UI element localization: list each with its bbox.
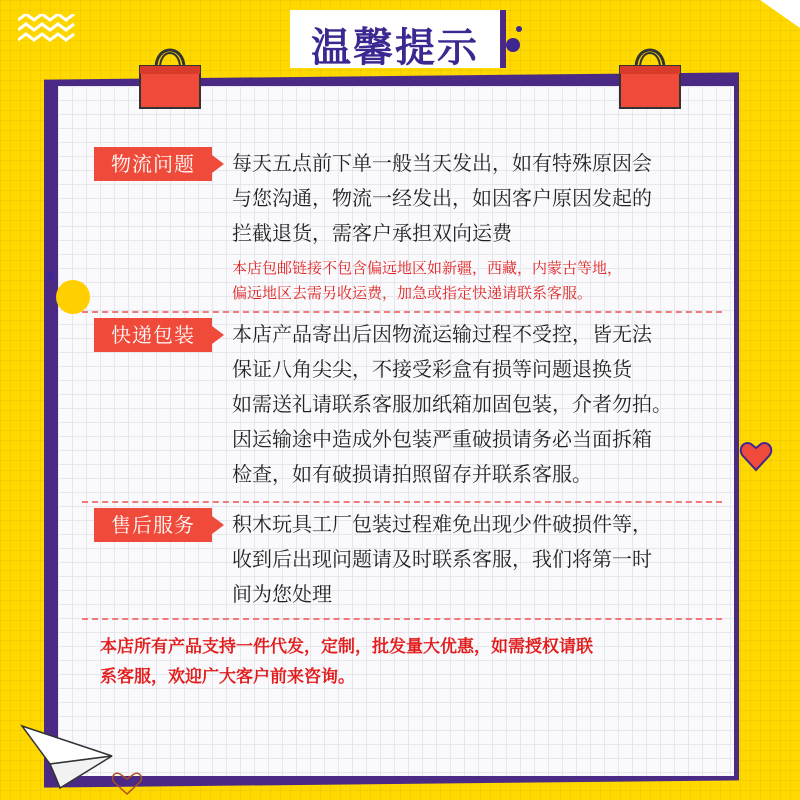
dot-decoration: [516, 26, 522, 32]
circle-decoration: [56, 280, 90, 314]
text-line: 间为您处理: [232, 582, 332, 606]
section-text-logistics: [232, 146, 732, 251]
section-label-after-sales: 售后服务: [94, 508, 212, 542]
dot-decoration: [506, 38, 520, 52]
section-divider: [82, 311, 722, 313]
title-banner: [290, 10, 500, 71]
text-line: 拦截退货，需客户承担双向运费: [232, 221, 512, 245]
text-line: 本店产品寄出后因物流运输过程不受控，皆无法: [232, 322, 652, 346]
text-line: 保证八角尖尖，不接受彩盒有损等问题退换货: [232, 357, 632, 381]
footer-line: 本店所有产品支持一件代发，定制，批发量大优惠，如需授权请联: [100, 637, 593, 657]
section-label-logistics: 物流问题: [94, 147, 212, 181]
page-title: 温馨提示: [311, 25, 479, 71]
text-line: 如需送礼请联系客服加纸箱加固包装，介者勿拍。: [232, 392, 672, 416]
footer-line: 系客服，欢迎广大客户前来咨询。: [100, 667, 355, 687]
corner-decoration: [740, 0, 800, 30]
section-label-packaging: 快递包装: [94, 318, 212, 352]
heart-icon: [738, 438, 774, 474]
note-line: 偏远地区去需另收运费，加急或指定快递请联系客服。: [232, 284, 593, 302]
shopping-bag-icon: [134, 40, 206, 112]
dot-decoration: [46, 272, 54, 280]
section-text-packaging: [232, 317, 732, 492]
zigzag-icon: [18, 14, 78, 46]
section-divider: [82, 618, 722, 620]
text-line: 收到后出现问题请及时联系客服，我们将第一时: [232, 547, 652, 571]
paper-plane-icon: [20, 716, 116, 792]
shopping-bag-icon: [614, 40, 686, 112]
section-divider: [82, 501, 722, 503]
text-line: 积木玩具工厂包装过程难免出现少件破损件等，: [232, 512, 652, 536]
heart-outline-icon: [110, 770, 144, 796]
text-line: 每天五点前下单一般当天发出，如有特殊原因会: [232, 151, 652, 175]
text-line: 因运输途中造成外包装严重破损请务必当面拆箱: [232, 427, 652, 451]
text-line: 与您沟通，物流一经发出，如因客户原因发起的: [232, 186, 652, 210]
section-text-after-sales: [232, 507, 732, 612]
note-line: 本店包邮链接不包含偏远地区如新疆，西藏，内蒙古等地，: [232, 259, 623, 277]
shipping-note: [232, 256, 732, 306]
footer-notice: [100, 632, 720, 692]
text-line: 检查，如有破损请拍照留存并联系客服。: [232, 462, 592, 486]
